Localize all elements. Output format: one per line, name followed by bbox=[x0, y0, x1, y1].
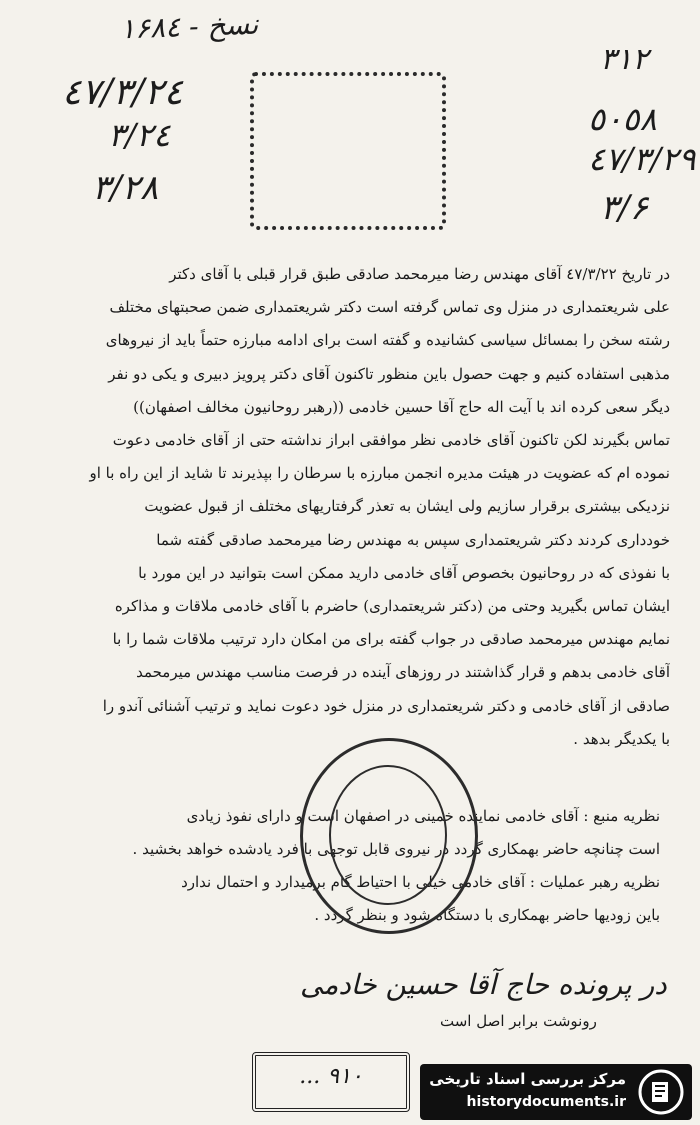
body-line: رشته سخن را بمسائل سياسى كشانيده و گفته است براى ادامه مبارزه حتماً بايد از نيروهاى bbox=[105, 331, 670, 350]
report-body bbox=[30, 258, 670, 756]
archive-box-stamp bbox=[252, 1052, 410, 1112]
handwritten-code: ٣/۶ bbox=[600, 188, 648, 228]
handwritten-file-reference: در پرونده حاج آقا حسين خادمى bbox=[300, 968, 667, 1001]
handwritten-date: ٤٧/٣/٢٤ bbox=[62, 72, 183, 113]
body-line: على شريعتمدارى در منزل وى تماس گرفته است دكتر شريعتمدارى ضمن صحبتهاى مختلف bbox=[109, 298, 670, 317]
body-line: با نفوذى كه در روحانيون بخصوص آقاى خادمى داريد ممكن است بتوانيد در اين مورد با bbox=[138, 563, 670, 582]
note-line: است چنانچه حاضر بهمكارى گردد در نيروى قابل توجهى با فرد يادشده خواهد بخشيد . bbox=[132, 840, 660, 858]
body-line: آقاى خادمى بدهم و قرار گذاشتند در روزهاى آينده در فرصت مناسب مهندس ميرمحمد bbox=[136, 663, 670, 682]
handwritten-code: ٣١٢ bbox=[600, 42, 649, 77]
note-line: نظريه منبع : آقاى خادمى نماينده خمينى در اصفهان است و داراى نفوذ زيادى bbox=[186, 807, 660, 825]
note-line: باين زوديها حاضر بهمكارى با دستگاه شود و بنظر گردد . bbox=[314, 906, 660, 924]
watermark-title: مركز بررسى اسناد تاريخى bbox=[429, 1070, 626, 1088]
note-line: نظريه رهبر عمليات : آقاى خادمى خيلى با احتياط گام برميدارد و احتمال ندارد bbox=[181, 873, 660, 891]
archive-logo-icon bbox=[638, 1069, 684, 1115]
circular-seal bbox=[300, 738, 478, 934]
handwritten-file-number: نسخ - ١۶٨٤ bbox=[119, 7, 259, 46]
registration-stamp bbox=[250, 72, 446, 230]
handwritten-date: ٣/٢٨ bbox=[92, 168, 159, 208]
seal-inner-ring bbox=[329, 765, 447, 905]
watermark-url: historydocuments.ir bbox=[466, 1094, 626, 1110]
body-line: ايشان تماس بگيريد وحتى من (دكتر شريعتمدارى) حاضرم با آقاى خادمى ملاقات و مذاكره bbox=[114, 597, 670, 616]
body-line: نزديكى بيشترى برقرار سازيم ولى ايشان به تعذر گرفتاريهاى مختلف از قبول عضويت bbox=[144, 497, 670, 516]
body-line: تماس بگيرند لكن تاكنون آقاى خادمى نظر موافقى ابراز نداشته حتى از آقاى خادمى دعوت bbox=[112, 431, 670, 450]
body-line: با يكديگر بدهد . bbox=[573, 729, 670, 748]
handwritten-code: ٥٠٥٨ bbox=[588, 100, 657, 138]
body-line: ديگر سعى كرده اند با آيت اله حاج آقا حسين خادمى ((رهبر روحانيون مخالف اصفهان)) bbox=[133, 397, 670, 416]
handwritten-code: ٤٧/٣/٢٩ bbox=[588, 140, 696, 178]
body-line: نمايم مهندس ميرمحمد صادقى در جواب گفته براى من امكان دارد ترتيب ملاقات شما را با bbox=[112, 630, 670, 649]
copy-statement: رونوشت برابر اصل است bbox=[440, 1012, 597, 1030]
body-line: صادقى از آقاى خادمى و دكتر شريعتمدارى در منزل خود دعوت نمايد و ترتيب آشنائى آندو را bbox=[102, 696, 670, 715]
body-line: مذهبى استفاده كنيم و جهت حصول باين منظور تاكنون آقاى دكتر پرويز دبيرى و يكى دو نفر bbox=[108, 364, 670, 383]
body-line: خوددارى كردند دكتر شريعتمدارى سپس به مهندس رضا ميرمحمد صادقى گفته شما bbox=[156, 530, 670, 549]
handwritten-date: ٣/٢٤ bbox=[108, 116, 171, 154]
box-stamp-text: ۹۱۰ ... bbox=[299, 1064, 363, 1089]
archive-watermark bbox=[420, 1064, 692, 1120]
body-line: نموده ام كه عضويت در هيئت مديره انجمن مبارزه با سرطان را بپذيرند تا شايد از اين راه با او bbox=[89, 464, 670, 483]
body-line: در تاريخ ٤٧/٣/٢٢ آقاى مهندس رضا ميرمحمد صادقى طبق قرار قبلى با آقاى دكتر bbox=[169, 265, 670, 283]
